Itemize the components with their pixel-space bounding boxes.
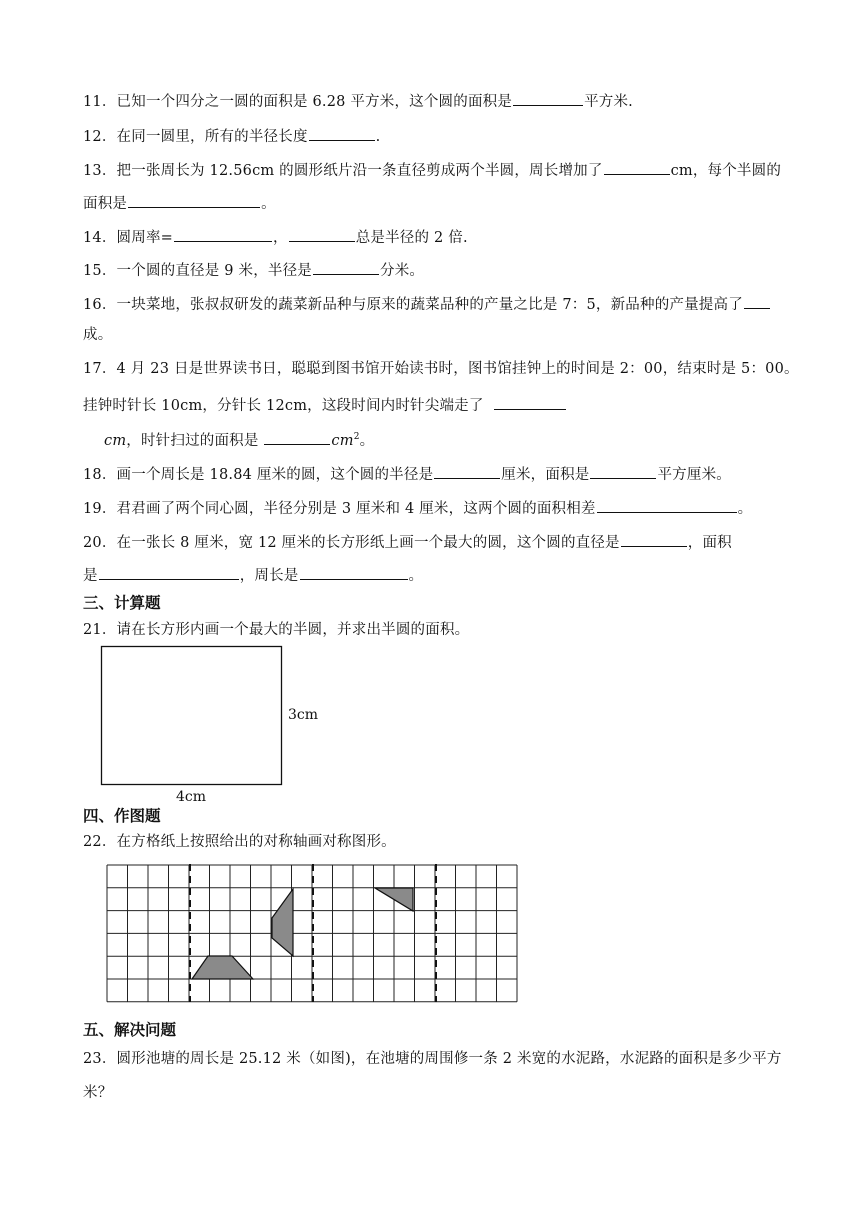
question-12: [83, 124, 380, 147]
q14-blank-1[interactable]: [174, 225, 272, 242]
grid-paper[interactable]: [106, 864, 520, 1004]
question-15: [83, 258, 424, 281]
q18-blank-2[interactable]: [590, 462, 656, 479]
q20-blank-3[interactable]: [300, 563, 408, 580]
question-23-cont: [83, 1083, 112, 1103]
q17-unit-sup: 2: [353, 432, 360, 442]
q15-blank[interactable]: [313, 258, 379, 275]
question-14: [83, 225, 468, 248]
q19-blank[interactable]: [597, 496, 737, 513]
rectangle-height-label: 3cm: [288, 707, 319, 723]
q20-suffix: 。: [408, 568, 424, 584]
q20-blank-1[interactable]: [621, 530, 687, 547]
q17-line3: ，时针扫过的面积是: [126, 432, 259, 449]
q13-suffix: 。: [261, 196, 276, 212]
q20-text: 20．在一张长 8 厘米，宽 12 厘米的长方形纸上画一个最大的圆，这个圆的直径是: [83, 535, 620, 551]
q12-text: 12．在同一圆里，所有的半径长度: [83, 129, 308, 145]
q13-mid: cm，每个半圆的: [670, 163, 782, 179]
rectangle-figure[interactable]: [100, 645, 284, 787]
q11-blank[interactable]: [513, 89, 583, 106]
q16-blank[interactable]: [744, 292, 770, 309]
q16-text: 16．一块菜地，张叔叔研发的蔬菜新品种与原来的蔬菜品种的产量之比是 7：5，新品种的产量提高了: [83, 297, 743, 313]
q17-unit-cm: cm: [104, 432, 127, 449]
q20-blank-2[interactable]: [99, 563, 239, 580]
q18-mid: 厘米，面积是: [501, 467, 590, 483]
q17-text: 17．4 月 23 日是世界读书日，聪聪到图书馆开始读书时，图书馆挂钟上的时间是 2：00，结束时是 5：00。: [83, 361, 799, 377]
q17-suffix: 。: [359, 432, 375, 449]
grid-lines: [107, 865, 517, 1002]
q17-blank-2[interactable]: [264, 428, 330, 445]
section-title-problems: 五、解决问题: [83, 1021, 177, 1039]
q20-mid: ，面积: [687, 535, 732, 551]
q12-blank[interactable]: [309, 124, 375, 141]
q14-suffix: 总是半径的 2 倍.: [355, 230, 468, 246]
question-11: [83, 89, 633, 112]
q12-suffix: .: [375, 129, 381, 145]
question-21: [83, 620, 469, 640]
question-13-cont: [83, 191, 276, 214]
question-22: [83, 832, 396, 852]
q19-text: 19．君君画了两个同心圆，半径分别是 3 厘米和 4 厘米，这两个圆的面积相差: [83, 501, 596, 517]
q13-text: 13．把一张周长为 12.56cm 的圆形纸片沿一条直径剪成两个半圆，周长增加了: [83, 163, 603, 179]
q11-text: 11．已知一个四分之一圆的面积是 6.28 平方米，这个圆的面积是: [83, 94, 513, 110]
q13-line2: 面积是: [83, 196, 128, 212]
q17-unit-cm2: cm: [331, 432, 354, 449]
q15-suffix: 分米。: [380, 263, 425, 279]
question-18: [83, 462, 731, 485]
rectangle-width-label: 4cm: [176, 789, 207, 805]
q20-mid2: ，周长是: [239, 568, 299, 584]
q16-suffix: 成。: [83, 327, 113, 343]
q22-text: 22．在方格纸上按照给出的对称轴画对称图形。: [83, 834, 396, 850]
section-title-drawing: 四、作图题: [83, 807, 161, 825]
question-19: [83, 496, 752, 519]
q14-comma: ，: [273, 230, 288, 246]
section-title-calculation: 三、计算题: [83, 594, 161, 612]
q18-text: 18．画一个周长是 18.84 厘米的圆，这个圆的半径是: [83, 467, 434, 483]
trapezoid-shape: [192, 956, 253, 979]
q17-line2: 挂钟时针长 10cm，分针长 12cm，这段时间内时针尖端走了: [83, 398, 484, 414]
q17-blank-1[interactable]: [494, 393, 566, 410]
q19-suffix: 。: [737, 501, 753, 517]
q18-suffix: 平方厘米。: [657, 467, 731, 483]
q13-blank-2[interactable]: [128, 191, 260, 208]
question-20-cont: [83, 563, 423, 586]
q23-text: 23．圆形池塘的周长是 25.12 米（如图)，在池塘的周围修一条 2 米宽的水泥路，水泥路的面积是多少平方: [83, 1051, 782, 1067]
question-17-cont: [83, 393, 567, 416]
q15-text: 15．一个圆的直径是 9 米，半径是: [83, 263, 312, 279]
question-23: [83, 1049, 782, 1069]
q18-blank-1[interactable]: [434, 462, 500, 479]
q13-blank-1[interactable]: [604, 158, 670, 175]
question-16-cont: [83, 325, 112, 345]
quadrilateral-shape: [272, 889, 293, 956]
q21-text: 21．请在长方形内画一个最大的半圆，并求出半圆的面积。: [83, 622, 470, 638]
question-17: [83, 359, 799, 379]
q20-line2: 是: [83, 568, 98, 584]
q11-suffix: 平方米.: [584, 94, 633, 110]
question-17-cont2: [104, 427, 374, 451]
question-13: [83, 158, 781, 181]
question-16: [83, 292, 771, 315]
question-20: [83, 530, 732, 553]
q14-blank-2[interactable]: [289, 225, 355, 242]
q23-suffix: 米？: [83, 1085, 113, 1101]
q14-text: 14．圆周率=: [83, 230, 173, 246]
